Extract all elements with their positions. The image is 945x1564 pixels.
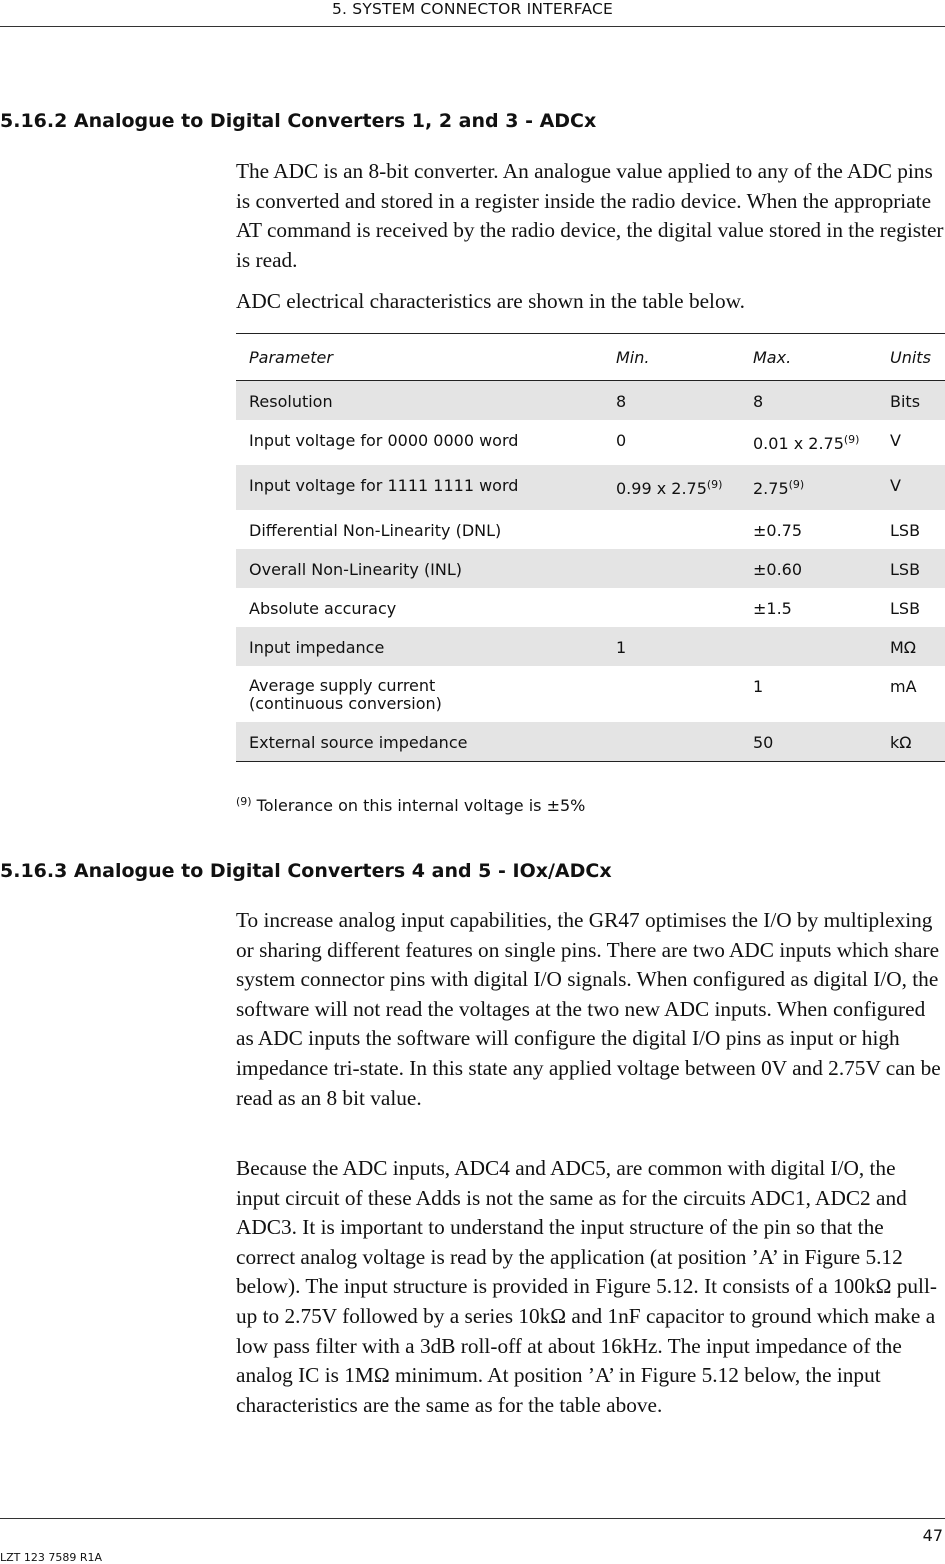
cell-units: LSB xyxy=(890,521,921,540)
cell-max-value: 2.75 xyxy=(753,479,789,498)
cell-min xyxy=(603,510,740,549)
cell-max xyxy=(740,420,877,465)
cell-units: LSB xyxy=(890,599,921,618)
cell-min xyxy=(603,666,740,722)
document-id: LZT 123 7589 R1A xyxy=(0,1551,103,1564)
cell-min xyxy=(603,588,740,627)
cell-units: Bits xyxy=(877,381,945,421)
cell-min xyxy=(603,549,740,588)
table-row xyxy=(236,627,945,666)
cell-parameter: Overall Non-Linearity (INL) xyxy=(236,549,603,588)
cell-units: V xyxy=(890,431,901,450)
cell-parameter-line1: Average supply current xyxy=(249,676,436,695)
table-row xyxy=(236,381,945,421)
section-heading-5-16-3: 5.16.3 Analogue to Digital Converters 4 and 5 - IOx/ADCx xyxy=(0,860,612,882)
section-heading-5-16-2: 5.16.2 Analogue to Digital Converters 1, 2 and 3 - ADCx xyxy=(0,110,597,132)
cell-units: V xyxy=(877,465,945,510)
footnote xyxy=(236,796,585,815)
table-header-row xyxy=(236,334,945,381)
cell-parameter: Input voltage for 1111 1111 word xyxy=(236,465,603,510)
cell-parameter: Input voltage for 0000 0000 word xyxy=(249,431,519,450)
cell-max: 50 xyxy=(740,722,877,762)
cell-max-value: 0.01 x 2.75 xyxy=(753,434,844,453)
page-number: 47 xyxy=(922,1526,943,1545)
footnote-text: Tolerance on this internal voltage is ±5% xyxy=(251,796,586,815)
column-header-max: Max. xyxy=(740,334,877,381)
cell-parameter: Input impedance xyxy=(236,627,603,666)
table-row xyxy=(236,722,945,762)
table-row xyxy=(236,465,945,510)
cell-min: 1 xyxy=(603,627,740,666)
cell-min xyxy=(603,722,740,762)
running-header xyxy=(0,0,945,27)
cell-units: mA xyxy=(890,677,917,696)
table-row xyxy=(236,420,945,465)
cell-parameter: Resolution xyxy=(236,381,603,421)
cell-parameter-line2: (continuous conversion) xyxy=(249,694,442,713)
table-row xyxy=(236,549,945,588)
table-row xyxy=(236,510,945,549)
adc-intro-paragraph: The ADC is an 8-bit converter. An analogue value applied to any of the ADC pins is converted and stored in a register inside the radio device. When the appropriate AT command is received by the radio device, the digital value stored in the register is read. xyxy=(236,159,944,272)
cell-parameter xyxy=(236,666,603,722)
column-header-parameter: Parameter xyxy=(236,334,603,381)
column-header-min: Min. xyxy=(603,334,740,381)
cell-max xyxy=(740,465,877,510)
table-intro-paragraph: ADC electrical characteristics are shown in the table below. xyxy=(236,289,745,313)
table-row xyxy=(236,666,945,722)
cell-units: LSB xyxy=(877,549,945,588)
footnote-marker: (9) xyxy=(236,795,252,808)
cell-parameter: External source impedance xyxy=(236,722,603,762)
table-row xyxy=(236,588,945,627)
adc-characteristics-table xyxy=(236,333,945,762)
cell-units: kΩ xyxy=(877,722,945,762)
cell-min xyxy=(603,465,740,510)
cell-max: 1 xyxy=(753,677,764,696)
header-title: 5. SYSTEM CONNECTOR INTERFACE xyxy=(331,0,614,18)
cell-parameter: Absolute accuracy xyxy=(249,599,397,618)
cell-units: MΩ xyxy=(877,627,945,666)
adc-io-paragraph-2: Because the ADC inputs, ADC4 and ADC5, are common with digital I/O, the input circuit of these Adds is not the same as for the circuits ADC1, ADC2 and ADC3. It is important to understand the input structure of the pin so that the correct analog voltage is read by the application (at position ’A’ in Figure 5.12 below). The input structure is provided in Figure 5.12. It consists of a 100kΩ pull-up to 2.75V followed by a series 10kΩ and 1nF capacitor to ground which make a low pass filter with a 3dB roll-off at about 16kHz. The input impedance of the analog IC is 1MΩ minimum. At position ’A’ in Figure 5.12 below, the input characteristics are the same as for the table above. xyxy=(236,1156,937,1417)
cell-max: ±1.5 xyxy=(753,599,792,618)
cell-min: 0 xyxy=(616,431,627,450)
cell-min: 8 xyxy=(603,381,740,421)
cell-max: ±0.60 xyxy=(740,549,877,588)
column-header-units: Units xyxy=(877,334,945,381)
footnote-reference: (9) xyxy=(843,433,860,446)
cell-parameter: Differential Non-Linearity (DNL) xyxy=(249,521,502,540)
cell-max xyxy=(740,627,877,666)
footnote-reference: (9) xyxy=(706,478,723,491)
adc-io-paragraph-1: To increase analog input capabilities, the GR47 optimises the I/O by multiplexing or sharing different features on single pins. There are two ADC inputs which share system connector pins with digital I/O signals. When configured as digital I/O, the software will not read the voltages at the two new ADC inputs. When configured as ADC inputs the software will configure the digital I/O pins as input or high impedance tri-state. In this state any applied voltage between 0V and 2.75V can be read as an 8 bit value. xyxy=(236,908,941,1110)
cell-max: ±0.75 xyxy=(753,521,803,540)
running-footer xyxy=(0,1518,945,1564)
cell-max: 8 xyxy=(740,381,877,421)
cell-min-value: 0.99 x 2.75 xyxy=(616,479,707,498)
footnote-reference: (9) xyxy=(788,478,805,491)
